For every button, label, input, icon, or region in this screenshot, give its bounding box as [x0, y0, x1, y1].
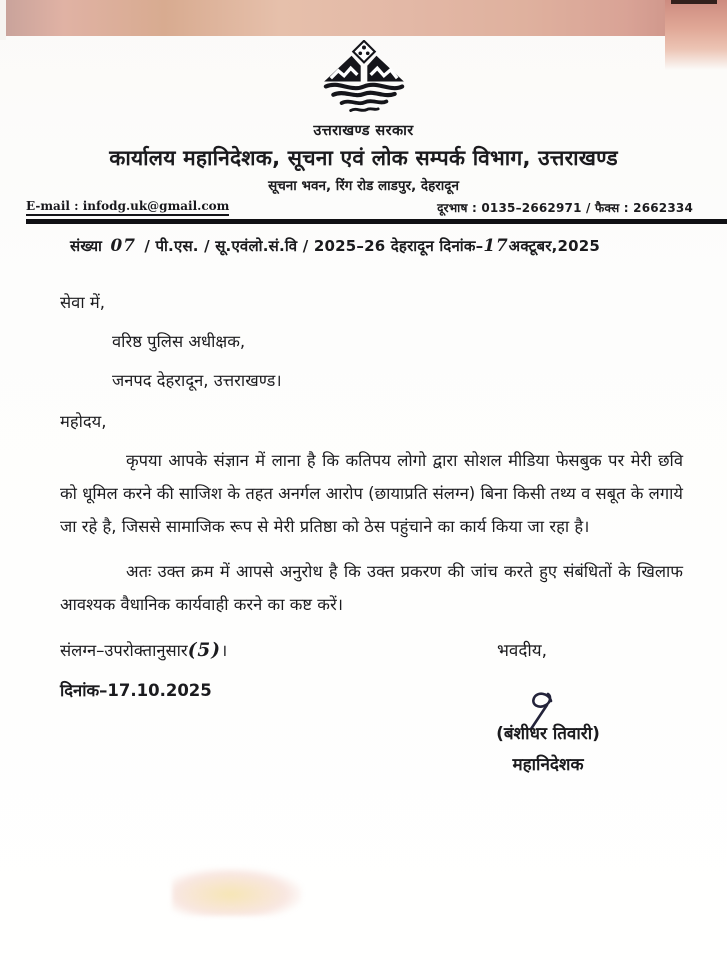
office-address: सूचना भवन, रिंग रोड लाडपुर, देहरादून — [268, 178, 459, 194]
recipient-place: जनपद देहरादून, उत्तराखण्ड। — [112, 371, 282, 390]
recipient-to: सेवा में, — [60, 293, 105, 312]
letterhead-divider — [26, 219, 727, 224]
body-paragraph-2: अतः उक्त क्रम में आपसे अनुरोध है कि उक्त प्रकरण की जांच करते हुए संबंधितों के खिलाफ आवश्यक वैधानिक कार्यवाही करने का कष्ट करें। — [60, 562, 683, 614]
ref-tail: अक्टूबर,2025 — [508, 237, 601, 255]
signatory-designation: महानिदेशक — [512, 755, 584, 775]
closing-word: भवदीय, — [496, 641, 548, 661]
phone-fax-line: दूरभाष : 0135–2662971 / फैक्स : 2662334 — [437, 201, 693, 215]
letter-date: दिनांक–17.10.2025 — [60, 681, 212, 700]
signature-block — [433, 638, 663, 775]
body-paragraph-1: कृपया आपके संज्ञान में लाना है कि कतिपय लोगो द्वारा सोशल मीडिया फेसबुक पर मेरी छवि को धूमिल करने की साजिश के तहत अनर्गल आरोप (छायाप्रति संलग्न) बिना किसी तथ्य व सबूत के लगाये जा रहे है, जिससे सामाजिक रूप से मेरी प्रतिष्ठा को ठेस पहुंचाने का कार्य किया जा रहा है। — [60, 451, 683, 536]
salutation: महोदय, — [60, 412, 107, 431]
ref-prefix: संख्या — [70, 237, 103, 255]
enclosure-text: संलग्न–उपरोक्तानुसार — [60, 641, 188, 660]
photo-edge-shadow — [671, 0, 717, 4]
photo-background-corner — [665, 0, 727, 70]
ref-middle: / पी.एस. / सू.एवंलो.सं.वि / 2025–26 देहरादून दिनांक– — [144, 237, 484, 255]
paper-stain — [172, 868, 302, 916]
contact-row — [26, 199, 693, 216]
email-line — [26, 199, 229, 216]
uttarakhand-emblem-icon — [0, 40, 727, 118]
enclosure-end: । — [221, 641, 228, 660]
recipient-title: वरिष्ठ पुलिस अधीक्षक, — [112, 332, 246, 351]
government-name: उत्तराखण्ड सरकार — [313, 123, 414, 139]
reference-line — [70, 235, 689, 256]
email-label: E-mail : — [26, 199, 79, 213]
paper-edge — [0, 0, 6, 40]
photo-background-band — [6, 0, 727, 36]
ref-number-handwritten: 07 — [110, 235, 136, 255]
office-title: कार्यालय महानिदेशक, सूचना एवं लोक सम्पर्क विभाग, उत्तराखण्ड — [109, 146, 618, 170]
email-value: infodg.uk@gmail.com — [82, 199, 230, 213]
recipient-block — [60, 290, 727, 391]
signatory-name: (बंशीधर तिवारी) — [496, 724, 600, 744]
enclosure-count-handwritten: (5) — [187, 640, 222, 661]
ref-day-handwritten: 17 — [483, 235, 509, 255]
